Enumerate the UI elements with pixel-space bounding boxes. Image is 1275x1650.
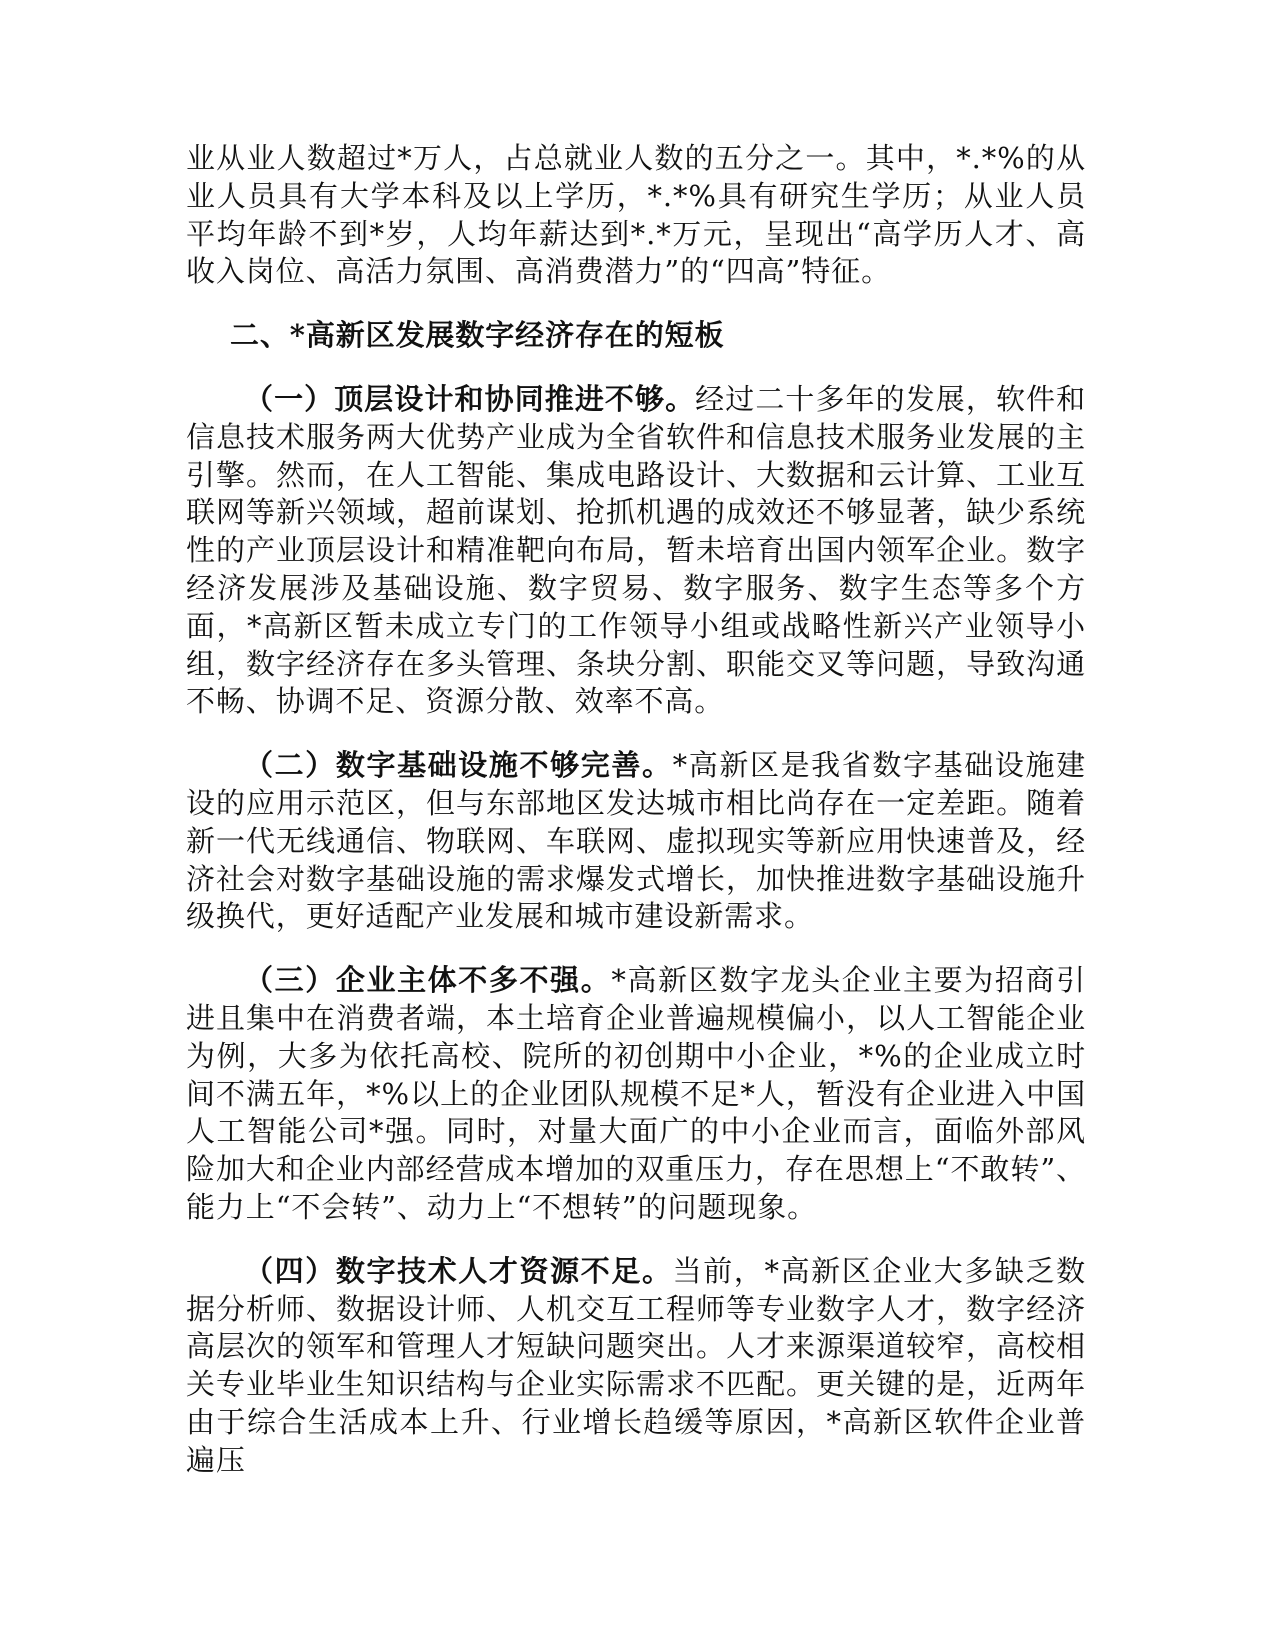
- paragraph-1-body: 经过二十多年的发展，软件和信息技术服务两大优势产业成为全省软件和信息技术服务业发展的主引擎。然而，在人工智能、集成电路设计、大数据和云计算、工业互联网等新兴领域，超前谋划、抢抓机遇的成效还不够显著，缺少系统性的产业顶层设计和精准靶向布局，暂未培育出国内领军企业。数字经济发展涉及基础设施、数字贸易、数字服务、数字生态等多个方面，*高新区暂未成立专门的工作领导小组或战略性新兴产业领导小组，数字经济存在多头管理、条块分割、职能交叉等问题，导致沟通不畅、协调不足、资源分散、效率不高。: [186, 381, 1086, 719]
- paragraph-4-body: 当前，*高新区企业大多缺乏数据分析师、数据设计师、人机交互工程师等专业数字人才，数字经济高层次的领军和管理人才短缺问题突出。人才来源渠道较窄，高校相关专业毕业生知识结构与企业实际需求不匹配。更关键的是，近两年由于综合生活成本上升、行业增长趋缓等原因，*高新区软件企业普遍压: [186, 1253, 1086, 1477]
- intro-paragraph: 业从业人数超过*万人，占总就业人数的五分之一。其中，*.*%的从业人员具有大学本科及以上学历，*.*%具有研究生学历；从业人员平均年龄不到*岁，人均年薪达到*.*万元，呈现出“高学历人才、高收入岗位、高活力氛围、高消费潜力”的“四高”特征。: [186, 141, 1086, 289]
- paragraph-1: [186, 381, 1086, 721]
- document-page: [186, 140, 1086, 1480]
- paragraph-1-lead: （一）顶层设计和协同推进不够。: [244, 381, 696, 416]
- paragraph-3: [186, 962, 1086, 1227]
- paragraph-4: [186, 1253, 1086, 1480]
- paragraph-2-body: *高新区是我省数字基础设施建设的应用示范区，但与东部地区发达城市相比尚存在一定差距。随着新一代无线通信、物联网、车联网、虚拟现实等新应用快速普及，经济社会对数字基础设施的需求爆发式增长，加快推进数字基础设施升级换代，更好适配产业发展和城市建设新需求。: [186, 748, 1086, 934]
- section-heading: 二、*高新区发展数字经济存在的短板: [230, 318, 725, 353]
- paragraph-3-body: *高新区数字龙头企业主要为招商引进且集中在消费者端，本土培育企业普遍规模偏小，以人工智能企业为例，大多为依托高校、院所的初创期中小企业，*%的企业成立时间不满五年，*%以上的企业团队规模不足*人，暂没有企业进入中国人工智能公司*强。同时，对量大面广的中小企业而言，面临外部风险加大和企业内部经营成本增加的双重压力，存在思想上“不敢转”、能力上“不会转”、动力上“不想转”的问题现象。: [186, 963, 1086, 1224]
- paragraph-4-lead: （四）数字技术人才资源不足。: [244, 1253, 673, 1288]
- paragraph-2-lead: （二）数字基础设施不够完善。: [244, 748, 673, 783]
- paragraph-2: [186, 747, 1086, 936]
- paragraph-3-lead: （三）企业主体不多不强。: [244, 963, 612, 998]
